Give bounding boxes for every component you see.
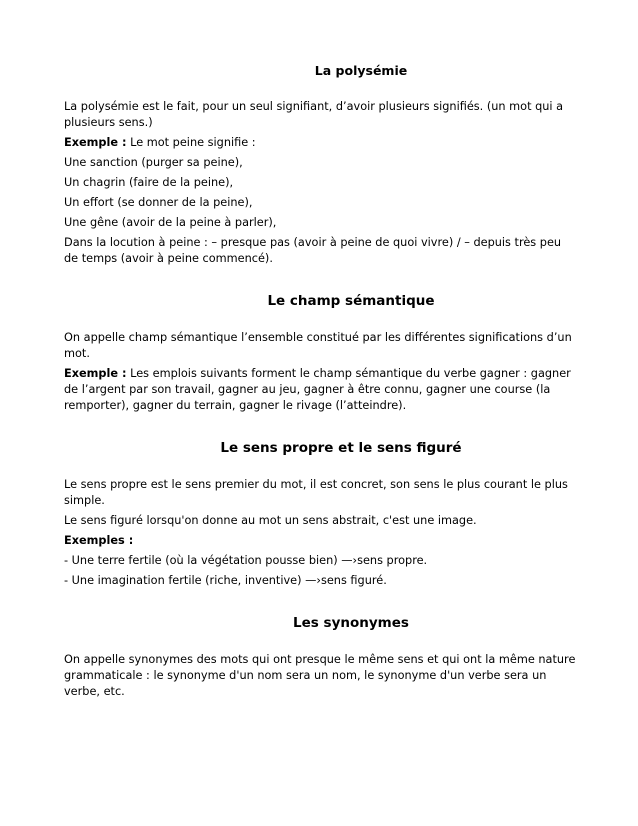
list-item: Une sanction (purger sa peine), <box>64 156 243 169</box>
section-title-champ-semantique: Le champ sémantique <box>267 293 435 309</box>
example-text: Les emplois suivants forment le champ sémantique du verbe gagner : gagner de l’argent par son travail, gagner au jeu, gagner à être connu, gagner une course (la remporter), gagner du terrain, gagner le rivage (l’atteindre). <box>64 367 571 412</box>
definition-paragraph: Le sens propre est le sens premier du mot, il est concret, son sens le plus courant le plus simple. <box>64 478 568 507</box>
definition-paragraph: Le sens figuré lorsqu'on donne au mot un sens abstrait, c'est une image. <box>64 514 477 527</box>
example-text: Le mot peine signifie : <box>126 136 256 149</box>
example-label: Exemple : <box>64 136 127 149</box>
list-item: - Une terre fertile (où la végétation pousse bien) —›sens propre. <box>64 554 428 567</box>
example-line <box>64 366 578 414</box>
section-title-synonymes: Les synonymes <box>293 615 409 631</box>
example-label: Exemple : <box>64 367 127 380</box>
list-item: Dans la locution à peine : – presque pas (avoir à peine de quoi vivre) / – depuis très peu de temps (avoir à peine commencé). <box>64 236 562 265</box>
section-title-sens-propre-figure: Le sens propre et le sens figuré <box>220 440 462 456</box>
definition-paragraph: La polysémie est le fait, pour un seul signifiant, d’avoir plusieurs signifiés. (un mot qui a plusieurs sens.) <box>64 100 564 129</box>
list-item: Un chagrin (faire de la peine), <box>64 176 234 189</box>
list-item: Une gêne (avoir de la peine à parler), <box>64 216 277 229</box>
example-line <box>64 135 578 151</box>
list-item: - Une imagination fertile (riche, inventive) —›sens figuré. <box>64 574 387 587</box>
document-page <box>64 0 578 704</box>
section-title-polysemie: La polysémie <box>314 63 408 78</box>
definition-paragraph: On appelle champ sémantique l’ensemble constitué par les différentes significations d’un mot. <box>64 331 572 360</box>
examples-label: Exemples : <box>64 534 134 547</box>
list-item: Un effort (se donner de la peine), <box>64 196 253 209</box>
definition-paragraph: On appelle synonymes des mots qui ont presque le même sens et qui ont la même nature grammaticale : le synonyme d'un nom sera un nom, le synonyme d'un verbe sera un verbe, etc. <box>64 653 576 698</box>
